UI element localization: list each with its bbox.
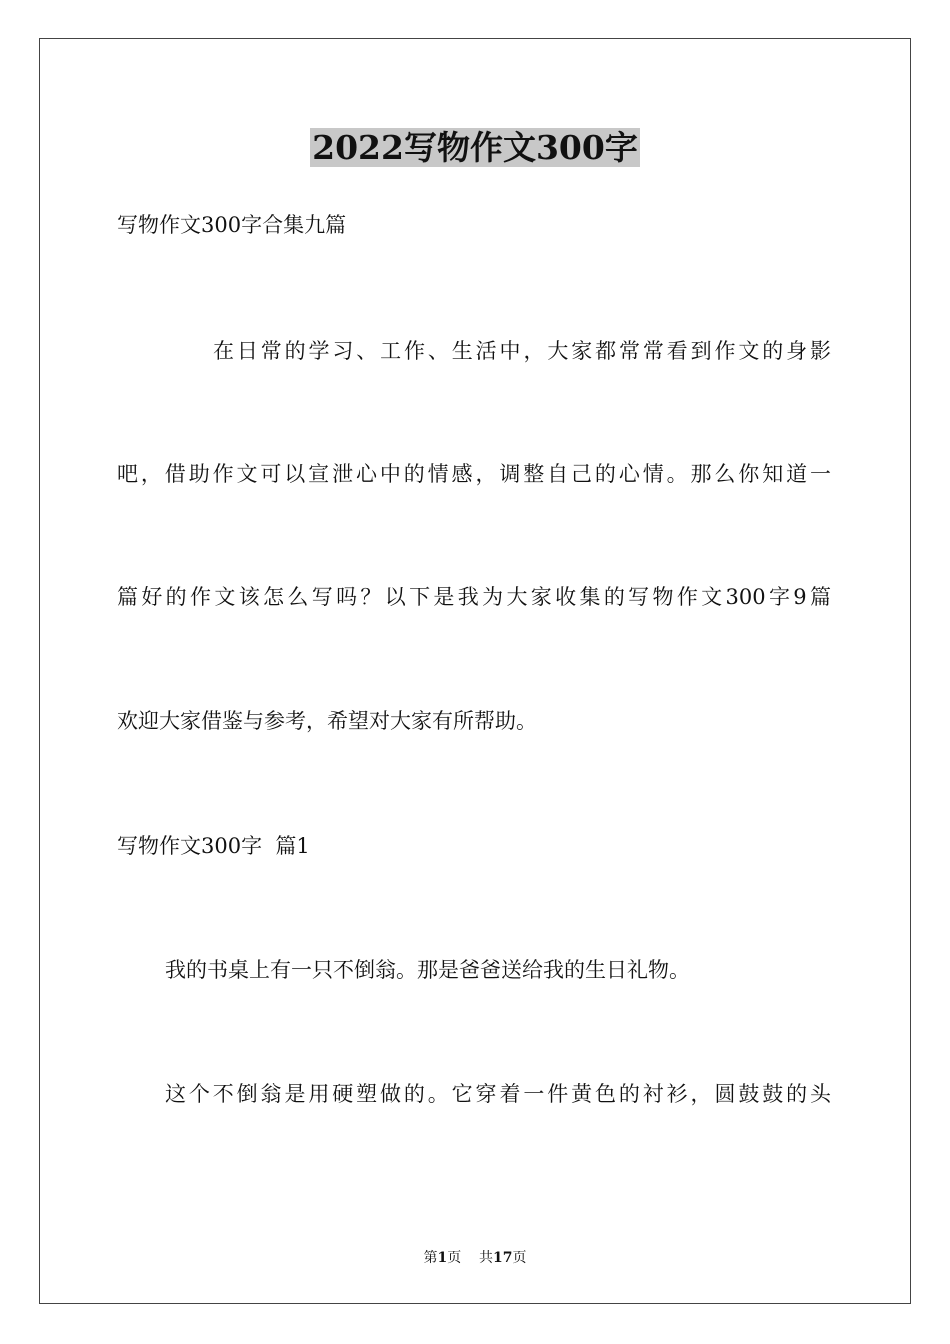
- body-line-1: 我的书桌上有一只不倒翁。那是爸爸送给我的生日礼物。: [165, 958, 690, 982]
- intro-line-1: 在日常的学习、工作、生活中，大家都常常看到作文的身影: [213, 339, 831, 363]
- intro-line-3: 篇好的作文该怎么写吗？以下是我为大家收集的写物作文300字9篇: [117, 585, 831, 609]
- footer-page-suffix: 页: [447, 1250, 462, 1266]
- section-heading: 写物作文300字 篇1: [117, 834, 310, 858]
- footer-total-suffix: 页: [512, 1250, 527, 1266]
- document-subtitle: 写物作文300字合集九篇: [117, 213, 347, 237]
- intro-line-2: 吧，借助作文可以宣泄心中的情感，调整自己的心情。那么你知道一: [117, 462, 831, 486]
- footer-total-prefix: 共: [479, 1250, 494, 1266]
- footer-prefix: 第: [423, 1250, 438, 1266]
- document-title: [0, 126, 950, 170]
- document-title-text: 2022写物作文300字: [312, 128, 638, 167]
- footer-page-number: 1: [437, 1250, 448, 1266]
- page-footer: [0, 1248, 950, 1268]
- body-line-2: 这个不倒翁是用硬塑做的。它穿着一件黄色的衬衫，圆鼓鼓的头: [165, 1082, 831, 1106]
- intro-line-4: 欢迎大家借鉴与参考，希望对大家有所帮助。: [117, 709, 537, 733]
- footer-total-pages: 17: [493, 1250, 513, 1266]
